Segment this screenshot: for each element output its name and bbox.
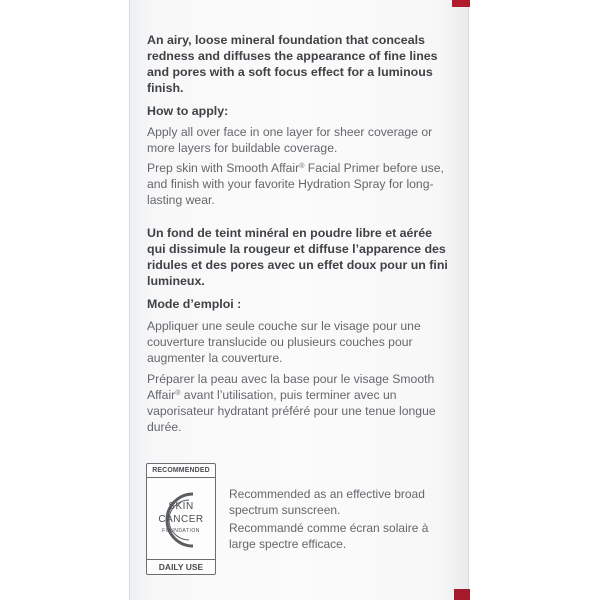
mode-emploi-heading: Mode d’emploi :	[147, 297, 242, 311]
recommended-fr: Recommandé comme écran solaire à large spectre efficace.	[229, 521, 429, 551]
mode-emploi-step-2: Préparer la peau avec la base pour le visage Smooth Affair® avant l’utilisation, puis terminer avec un vaporisateur hydratant préféré pour une tenue longue durée.	[147, 372, 436, 434]
how-to-apply-step-1: Apply all over face in one layer for sheer coverage or more layers for buildable coverage.	[147, 125, 433, 155]
description-en: An airy, loose mineral foundation that conceals redness and diffuses the appearance of fine lines and pores with a soft focus effect for a luminous finish.	[147, 33, 438, 95]
recommended-en: Recommended as an effective broad spectrum sunscreen.	[229, 487, 425, 517]
description-fr: Un fond de teint minéral en poudre libre et aérée qui dissimule la rougeur et diffuse l’apparence des ridules et des pores avec un effet doux pour un fini lumineux.	[147, 226, 448, 288]
skin-cancer-foundation-badge	[146, 463, 216, 575]
how-to-apply-step-2: Prep skin with Smooth Affair® Facial Primer before use, and finish with your favorite Hydration Spray for long-lasting wear.	[147, 161, 444, 207]
how-to-apply-heading: How to apply:	[147, 104, 229, 118]
skin-cancer-foundation-seal-icon: SKIN CANCER FOUNDATION	[153, 484, 209, 554]
red-accent-top	[452, 0, 470, 7]
red-accent-bottom	[454, 589, 470, 600]
mode-emploi-step-1: Appliquer une seule couche sur le visage pour une couverture translucide ou plusieurs couches pour augmenter la couverture.	[147, 319, 421, 365]
badge-daily-use-label: DAILY USE	[147, 559, 215, 574]
badge-recommended-label: RECOMMENDED	[147, 464, 215, 478]
